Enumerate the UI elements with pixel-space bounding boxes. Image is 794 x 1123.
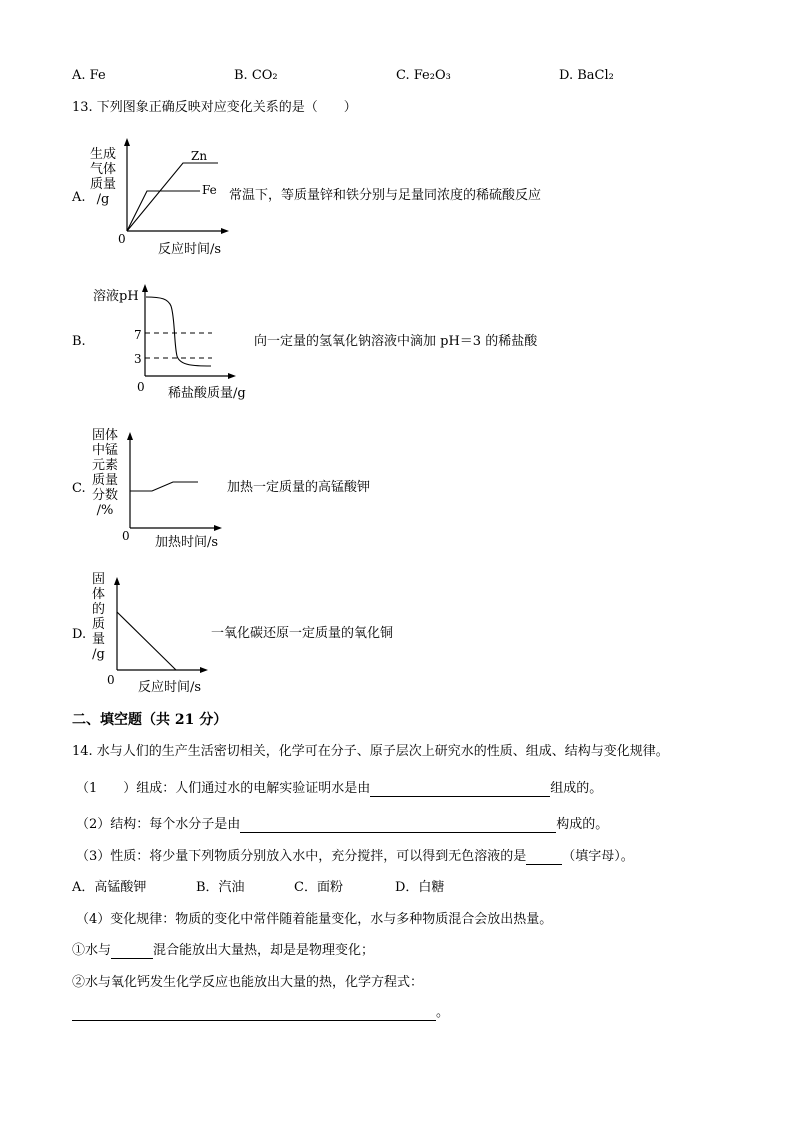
q14-part3-prefix: （3）性质：将少量下列物质分别放入水中，充分搅拌，可以得到无色溶液的是 (76, 849, 527, 864)
q14-part1-blank[interactable] (370, 782, 550, 797)
graph-c-ylabel: 固体 中锰 元素 质量 分数 /% (92, 428, 119, 518)
q14-part4-2-answer (72, 1005, 449, 1021)
q14-part4-2: ②水与氧化钙发生化学反应也能放出大量的热，化学方程式： (72, 975, 424, 990)
option-d: D. BaCl₂ (559, 68, 614, 83)
graph-a-xlabel: 反应时间/s (158, 242, 222, 257)
q14-part2-prefix: （2）结构：每个水分子是由 (76, 817, 241, 832)
q14-part4-2-blank[interactable] (72, 1006, 436, 1021)
graph-d-y-arrow (114, 577, 120, 585)
graph-b-letter: B. (72, 334, 86, 349)
graph-c-letter: C. (72, 481, 86, 496)
q14-part4-1-prefix: ①水与 (72, 943, 112, 958)
graph-a-zn-label: Zn (191, 149, 208, 163)
q14-part4-1-blank[interactable] (111, 944, 153, 959)
q14-part2-blank[interactable] (240, 818, 556, 833)
q14-part4-1-suffix: 混合能放出大量热，却是是物理变化； (153, 943, 375, 958)
graph-d-desc: 一氧化碳还原一定质量的氧化铜 (211, 626, 394, 641)
section-2-title: 二、填空题（共 21 分） (72, 712, 228, 728)
graph-d-ylabel: 固 体 的 质 量 /g (92, 572, 106, 662)
q14-part3-suffix: （填字母）。 (562, 849, 634, 864)
graph-c-desc: 加热一定质量的高锰酸钾 (227, 480, 371, 495)
q14-part4-1 (72, 943, 374, 959)
graph-a-fe-label: Fe (202, 183, 217, 197)
graph-a-fe-line (127, 191, 200, 231)
graph-a-zn-line (127, 163, 218, 231)
graph-b-origin: 0 (137, 380, 145, 394)
graph-d-origin: 0 (107, 673, 115, 687)
graph-b-curve (146, 297, 211, 366)
graph-d-letter: D. (72, 627, 87, 642)
q14-part3 (76, 849, 634, 865)
graph-b-xlabel: 稀盐酸质量/g (168, 386, 246, 401)
q14-part1-suffix: 组成的。 (550, 781, 603, 796)
graph-a-origin: 0 (118, 232, 126, 246)
q14-part2-suffix: 构成的。 (556, 817, 609, 832)
graph-b-tick7: 7 (134, 328, 142, 342)
graph-c-y-arrow (127, 432, 133, 440)
q14-part3-option-c: C．面粉 (294, 880, 343, 895)
q14-part4-2-end: 。 (436, 1005, 450, 1020)
graph-d-xlabel: 反应时间/s (138, 680, 202, 695)
q14-part2 (76, 817, 608, 833)
graph-c-origin: 0 (122, 529, 130, 543)
graph-a-y-arrow (124, 138, 130, 146)
graph-b-desc: 向一定量的氢氧化钠溶液中滴加 pH＝3 的稀盐酸 (254, 334, 538, 349)
graph-b-ylabel: 溶液pH (93, 289, 139, 304)
question-14-stem: 14. 水与人们的生产生活密切相关，化学可在分子、原子层次上研究水的性质、组成、结构与变化规律。 (72, 744, 669, 759)
graph-c-xlabel: 加热时间/s (155, 535, 219, 550)
q14-part4: （4）变化规律：物质的变化中常伴随着能量变化，水与多种物质混合会放出热量。 (76, 912, 553, 927)
q14-part3-blank[interactable] (526, 850, 562, 865)
question-13-stem: 13. 下列图象正确反映对应变化关系的是（ ） (72, 100, 357, 115)
option-a: A. Fe (72, 68, 106, 83)
q14-part1-prefix: （1 ）组成：人们通过水的电解实验证明水是由 (76, 781, 371, 796)
graph-a-ylabel: 生成 气体 质量 /g (90, 147, 117, 207)
graph-b-tick3: 3 (134, 352, 142, 366)
q14-part1 (76, 781, 602, 797)
graph-b-y-arrow (142, 284, 148, 292)
q14-part3-option-b: B．汽油 (196, 880, 245, 895)
graph-c-x-arrow (214, 525, 222, 531)
q14-part3-option-a: A．高锰酸钾 (72, 880, 147, 895)
graph-b-x-arrow (228, 373, 236, 379)
option-c: C. Fe₂O₃ (396, 68, 451, 83)
graph-c-line (130, 482, 198, 491)
graph-a-desc: 常温下，等质量锌和铁分别与足量同浓度的稀硫酸反应 (229, 188, 542, 203)
graph-d-x-arrow (200, 667, 208, 673)
graph-a-letter: A. (72, 190, 86, 205)
graph-a-x-arrow (221, 228, 229, 234)
graph-d-line (117, 612, 176, 670)
option-b: B. CO₂ (234, 68, 278, 83)
q14-part3-option-d: D．白糖 (395, 880, 445, 895)
